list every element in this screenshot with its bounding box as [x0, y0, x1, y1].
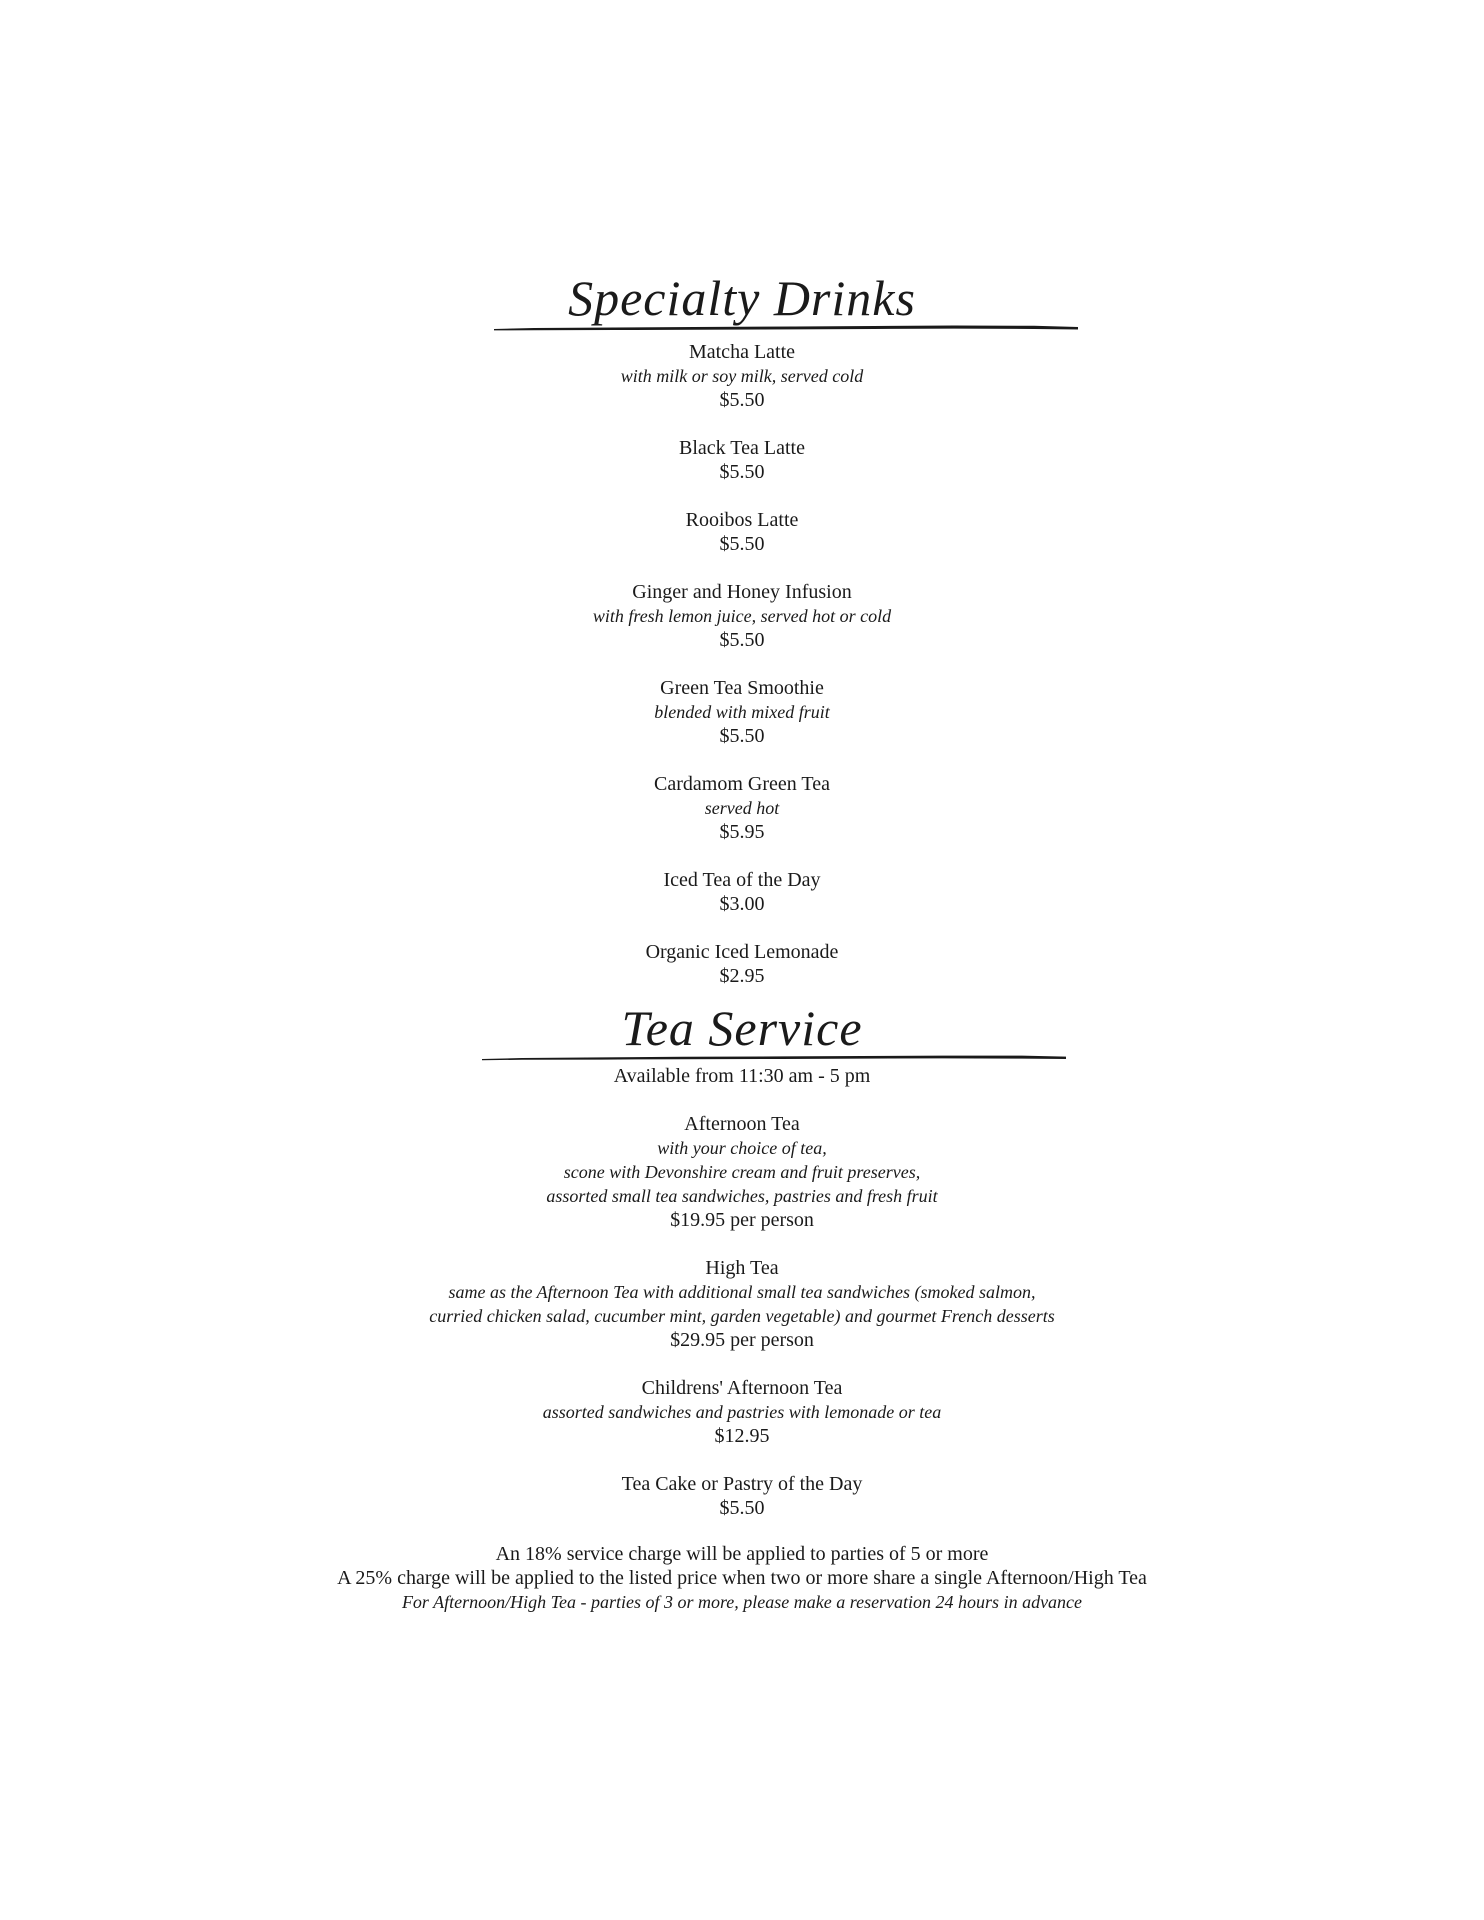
item-description [0, 700, 1484, 724]
item-price: $12.95 [714, 1425, 770, 1447]
footer-notes [0, 1542, 1484, 1614]
menu-item [0, 676, 1484, 748]
item-description-line: with milk or soy milk, served cold [620, 366, 864, 386]
item-description-line: scone with Devonshire cream and fruit preserves, [563, 1162, 921, 1182]
item-name: Green Tea Smoothie [660, 677, 824, 699]
specialty-drinks-list [0, 340, 1484, 988]
item-description-line: with fresh lemon juice, served hot or cold [592, 606, 892, 626]
item-description-line: served hot [704, 798, 780, 818]
item-price: $5.50 [719, 533, 765, 555]
menu-item [0, 1472, 1484, 1520]
menu-item [0, 940, 1484, 988]
item-description [0, 364, 1484, 388]
item-name: High Tea [705, 1257, 779, 1279]
tea-service-list [0, 1112, 1484, 1520]
item-price: $5.95 [719, 821, 765, 843]
menu-item [0, 868, 1484, 916]
specialty-drinks-rule [494, 323, 1078, 333]
item-price: $5.50 [719, 629, 765, 651]
tea-service-title: Tea Service [621, 1000, 863, 1056]
item-name: Rooibos Latte [685, 509, 799, 531]
share-charge-note: A 25% charge will be applied to the listed price when two or more share a single Afternoon/High Tea [337, 1567, 1147, 1589]
item-description [0, 1136, 1484, 1208]
menu-item [0, 1112, 1484, 1232]
menu-item [0, 508, 1484, 556]
item-price: $3.00 [719, 893, 765, 915]
item-name: Matcha Latte [688, 341, 796, 363]
item-description [0, 1400, 1484, 1424]
item-description-line: curried chicken salad, cucumber mint, garden vegetable) and gourmet French desserts [429, 1306, 1055, 1326]
item-price: $5.50 [719, 461, 765, 483]
item-description [0, 604, 1484, 628]
service-charge-note: An 18% service charge will be applied to parties of 5 or more [495, 1543, 989, 1565]
item-price: $19.95 per person [670, 1209, 814, 1231]
menu-item [0, 436, 1484, 484]
item-name: Ginger and Honey Infusion [632, 581, 852, 603]
menu-item [0, 1376, 1484, 1448]
item-description-line: assorted sandwiches and pastries with lemonade or tea [542, 1402, 942, 1422]
menu-item [0, 1256, 1484, 1352]
item-price: $5.50 [719, 1497, 765, 1519]
tea-service-rule [482, 1052, 1066, 1062]
item-description [0, 1280, 1484, 1328]
item-description-line: same as the Afternoon Tea with additional small tea sandwiches (smoked salmon, [448, 1282, 1036, 1302]
item-description-line: blended with mixed fruit [654, 702, 830, 722]
item-name: Childrens' Afternoon Tea [641, 1377, 843, 1399]
item-name: Tea Cake or Pastry of the Day [621, 1473, 863, 1495]
item-name: Afternoon Tea [684, 1113, 800, 1135]
specialty-drinks-title: Specialty Drinks [568, 270, 916, 326]
item-price: $29.95 per person [670, 1329, 814, 1351]
menu-item [0, 772, 1484, 844]
item-name: Cardamom Green Tea [654, 773, 830, 795]
item-name: Organic Iced Lemonade [645, 941, 839, 963]
item-description-line: with your choice of tea, [657, 1138, 827, 1158]
item-name: Black Tea Latte [679, 437, 805, 459]
item-description [0, 796, 1484, 820]
reservation-note: For Afternoon/High Tea - parties of 3 or more, please make a reservation 24 hours in advance [401, 1592, 1083, 1612]
item-description-line: assorted small tea sandwiches, pastries and fresh fruit [546, 1186, 938, 1206]
tea-service-availability: Available from 11:30 am - 5 pm [613, 1065, 871, 1087]
menu-item [0, 580, 1484, 652]
item-name: Iced Tea of the Day [663, 869, 821, 891]
item-price: $5.50 [719, 725, 765, 747]
item-price: $5.50 [719, 389, 765, 411]
menu-item [0, 340, 1484, 412]
item-price: $2.95 [719, 965, 765, 987]
